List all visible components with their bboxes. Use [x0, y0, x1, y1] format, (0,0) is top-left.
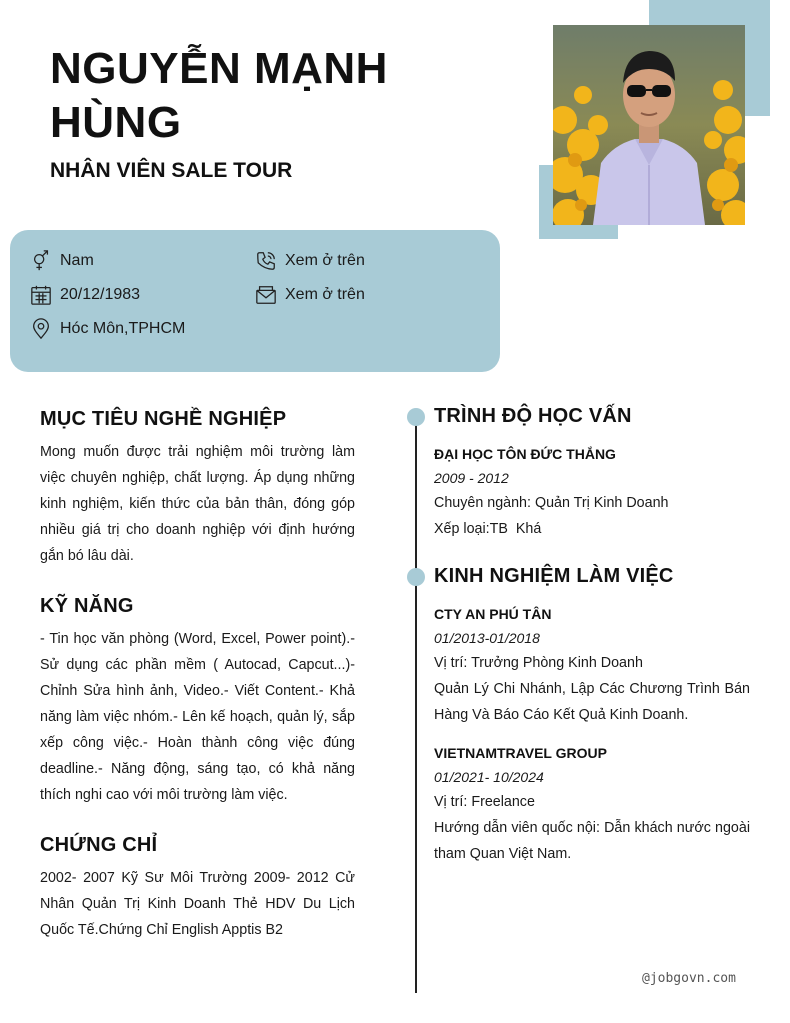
education-rank: Xếp loại:TB Khá [434, 521, 542, 537]
education-period: 2009 - 2012 [434, 470, 509, 486]
timeline-dot-education [407, 408, 425, 426]
job-description: Hướng dẫn viên quốc nội: Dẫn khách nước ngoài tham Quan Việt Nam. [434, 820, 750, 862]
profile-photo-illustration [553, 25, 745, 225]
address-value: Hóc Môn,TPHCM [60, 320, 186, 337]
phone-icon [255, 250, 277, 272]
job-position: Vị trí: Trưởng Phòng Kinh Doanh [434, 655, 643, 671]
job-period: 01/2021- 10/2024 [434, 769, 544, 785]
timeline-line [415, 416, 417, 993]
job-company: CTY AN PHÚ TÂN [434, 606, 552, 622]
job-description: Quản Lý Chi Nhánh, Lập Các Chương Trình Bán Hàng Và Báo Cáo Kết Quả Kinh Doanh. [434, 681, 750, 723]
job-period: 01/2013-01/2018 [434, 630, 540, 646]
job-company: VIETNAMTRAVEL GROUP [434, 745, 607, 761]
birthday-item [30, 283, 140, 307]
objective-text: Mong muốn được trải nghiệm môi trường làm việc chuyên nghiệp, chất lượng. Áp dụng những kinh nghiệm, kiến thức của bản thân, đóng góp nhiều giá trị cho doanh nghiệp với định hướng gắn bó lâu dài. [40, 444, 355, 564]
watermark: @jobgovn.com [642, 971, 736, 986]
gender-icon [30, 250, 52, 272]
experience-heading: KINH NGHIỆM LÀM VIỆC [434, 565, 674, 587]
timeline-dot-experience [407, 568, 425, 586]
address-item [30, 317, 185, 341]
gender-value: Nam [60, 252, 94, 269]
calendar-icon [30, 284, 52, 306]
job-title: NHÂN VIÊN SALE TOUR [50, 159, 293, 182]
email-value: Xem ở trên [285, 286, 365, 303]
education-school: ĐẠI HỌC TÔN ĐỨC THẮNG [434, 446, 616, 462]
mail-icon [255, 284, 277, 306]
education-major: Chuyên ngành: Quản Trị Kinh Doanh [434, 495, 669, 511]
education-heading: TRÌNH ĐỘ HỌC VẤN [434, 405, 632, 427]
birthday-value: 20/12/1983 [60, 286, 141, 303]
skills-heading: KỸ NĂNG [40, 595, 134, 617]
job-position: Vị trí: Freelance [434, 794, 535, 810]
certificates-heading: CHỨNG CHỈ [40, 834, 158, 856]
certificates-text: 2002- 2007 Kỹ Sư Môi Trường 2009- 2012 Cử Nhân Quản Trị Kinh Doanh Thẻ HDV Du Lịch Quốc Tế.Chứng Chỉ English Apptis B2 [40, 870, 355, 938]
phone-item [255, 249, 365, 273]
profile-photo [553, 25, 745, 225]
objective-heading: MỤC TIÊU NGHỀ NGHIỆP [40, 408, 287, 430]
candidate-name: NGUYỄN MẠNH HÙNG [50, 44, 388, 147]
gender-item [30, 249, 94, 273]
email-item [255, 283, 365, 307]
personal-info-box [10, 230, 500, 372]
skills-text: - Tin học văn phòng (Word, Excel, Power point).- Sử dụng các phần mềm ( Autocad, Capcut...)- Chỉnh Sửa hình ảnh, Video.- Viết Content.- Khả năng làm việc nhóm.- Lên kế hoạch, quản lý, sắp xếp công việc.- Hoàn thành công việc đúng deadline.- Năng động, sáng tạo, có khả năng thích nghi cao với môi trường làm việc. [40, 631, 355, 803]
phone-value: Xem ở trên [285, 252, 365, 269]
location-pin-icon [30, 318, 52, 340]
